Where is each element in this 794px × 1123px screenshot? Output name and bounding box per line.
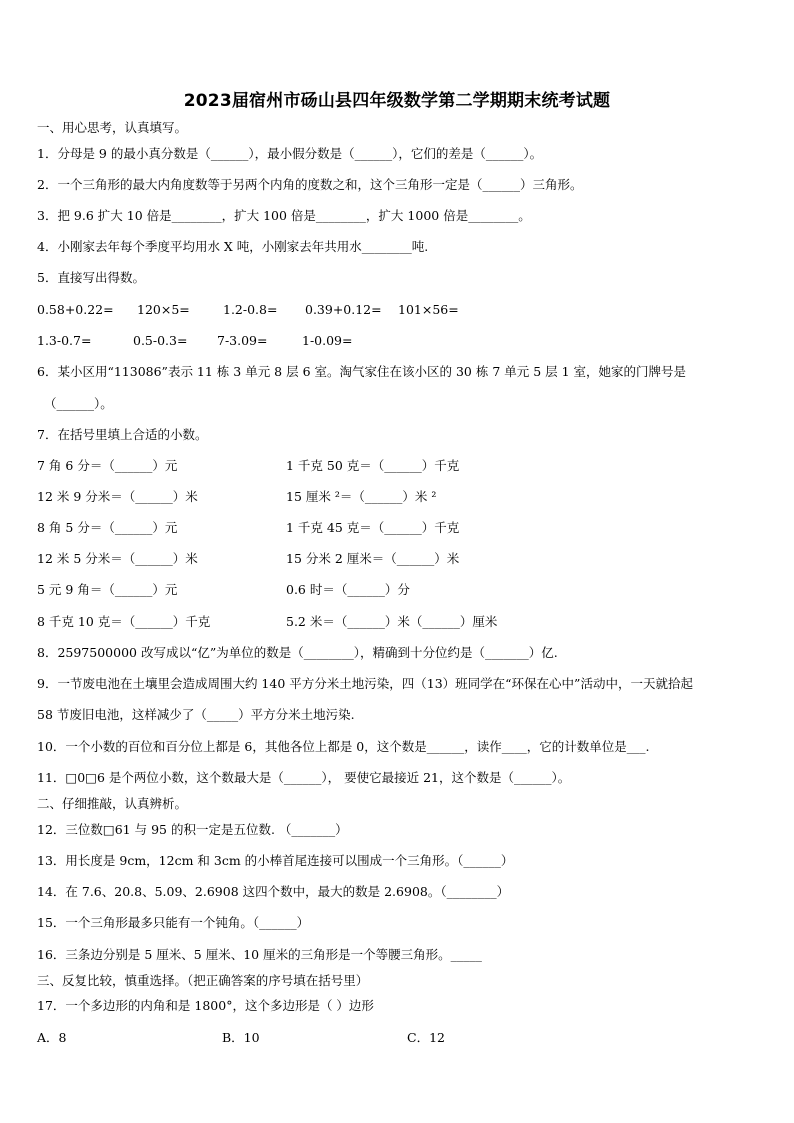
section-3-heading: 三、反复比较，慎重选择。（把正确答案的序号填在括号里） <box>37 973 369 988</box>
question-16: 16．三条边分别是 5 厘米、5 厘米、10 厘米的三角形是一个等腰三角形。_____ <box>37 947 482 962</box>
q7-right-item: 5.2 米＝（______）米（______）厘米 <box>286 614 498 629</box>
calc-item: 0.5-0.3= <box>133 333 188 348</box>
question-4: 4．小刚家去年每个季度平均用水 X 吨，小刚家去年共用水________吨. <box>37 239 429 254</box>
q7-right-item: 1 千克 45 克＝（______）千克 <box>286 520 460 535</box>
q7-left-item: 8 千克 10 克＝（______）千克 <box>37 614 211 629</box>
calc-item: 101×56= <box>398 302 459 317</box>
question-7: 7．在括号里填上合适的小数。 <box>37 427 208 442</box>
section-2-heading: 二、仔细推敲，认真辨析。 <box>37 796 188 811</box>
calc-item: 7-3.09= <box>217 333 268 348</box>
q7-left-item: 8 角 5 分＝（______）元 <box>37 520 178 535</box>
question-6: 6．某小区用“113086”表示 11 栋 3 单元 8 层 6 室。淘气家住在该小区的 30 栋 7 单元 5 层 1 室，她家的门牌号是 <box>37 364 687 379</box>
option-a: A．8 <box>37 1030 67 1045</box>
q7-right-item: 0.6 时＝（______）分 <box>286 582 410 597</box>
question-8: 8．2597500000 改写成以“亿”为单位的数是（________），精确到十分位约是（_______）亿. <box>37 645 558 660</box>
option-b: B．10 <box>222 1030 260 1045</box>
q7-left-item: 12 米 9 分米＝（______）米 <box>37 489 198 504</box>
option-c: C．12 <box>407 1030 445 1045</box>
question-17: 17．一个多边形的内角和是 1800°，这个多边形是（ ）边形 <box>37 998 374 1013</box>
question-3: 3．把 9.6 扩大 10 倍是________，扩大 100 倍是________，扩大 1000 倍是________。 <box>37 208 531 223</box>
q7-left-item: 7 角 6 分＝（______）元 <box>37 458 178 473</box>
question-1: 1．分母是 9 的最小真分数是（______），最小假分数是（______），它们的差是（______）。 <box>37 146 543 161</box>
calc-item: 1.2-0.8= <box>223 302 278 317</box>
question-2: 2．一个三角形的最大内角度数等于另两个内角的度数之和，这个三角形一定是（______）三角形。 <box>37 177 583 192</box>
question-6-continuation: （______）。 <box>44 396 113 411</box>
page-title: 2023届宿州市砀山县四年级数学第二学期期末统考试题 <box>183 91 611 111</box>
question-12: 12．三位数□61 与 95 的积一定是五位数. （_______） <box>37 822 348 837</box>
question-15: 15．一个三角形最多只能有一个钝角。（______） <box>37 915 310 930</box>
question-11: 11．□0□6 是个两位小数，这个数最大是（______）， 要使它最接近 21，这个数是（______）。 <box>37 770 571 785</box>
question-5: 5．直接写出得数。 <box>37 270 145 285</box>
section-1-heading: 一、用心思考，认真填写。 <box>37 120 188 135</box>
calc-item: 1.3-0.7= <box>37 333 92 348</box>
question-10: 10．一个小数的百位和百分位上都是 6，其他各位上都是 0，这个数是______，读作____，它的计数单位是___. <box>37 739 650 754</box>
q7-right-item: 15 厘米 ²＝（______）米 ² <box>286 489 437 504</box>
question-9: 9．一节废电池在土壤里会造成周围大约 140 平方分米土地污染，四（13）班同学在“环保在心中”活动中，一天就拾起 <box>37 676 693 691</box>
q7-left-item: 5 元 9 角＝（______）元 <box>37 582 178 597</box>
question-14: 14．在 7.6、20.8、5.09、2.6908 这四个数中，最大的数是 2.6908。（________） <box>37 884 510 899</box>
q7-right-item: 1 千克 50 克＝（______）千克 <box>286 458 460 473</box>
calc-item: 0.58+0.22= <box>37 302 114 317</box>
question-13: 13．用长度是 9cm，12cm 和 3cm 的小棒首尾连接可以围成一个三角形。（______） <box>37 853 514 868</box>
calc-item: 0.39+0.12= <box>305 302 382 317</box>
calc-item: 1-0.09= <box>302 333 353 348</box>
question-9-continuation: 58 节废旧电池，这样减少了（_____）平方分米土地污染. <box>37 707 355 722</box>
q7-right-item: 15 分米 2 厘米＝（______）米 <box>286 551 460 566</box>
q7-left-item: 12 米 5 分米＝（______）米 <box>37 551 198 566</box>
calc-item: 120×5= <box>137 302 190 317</box>
